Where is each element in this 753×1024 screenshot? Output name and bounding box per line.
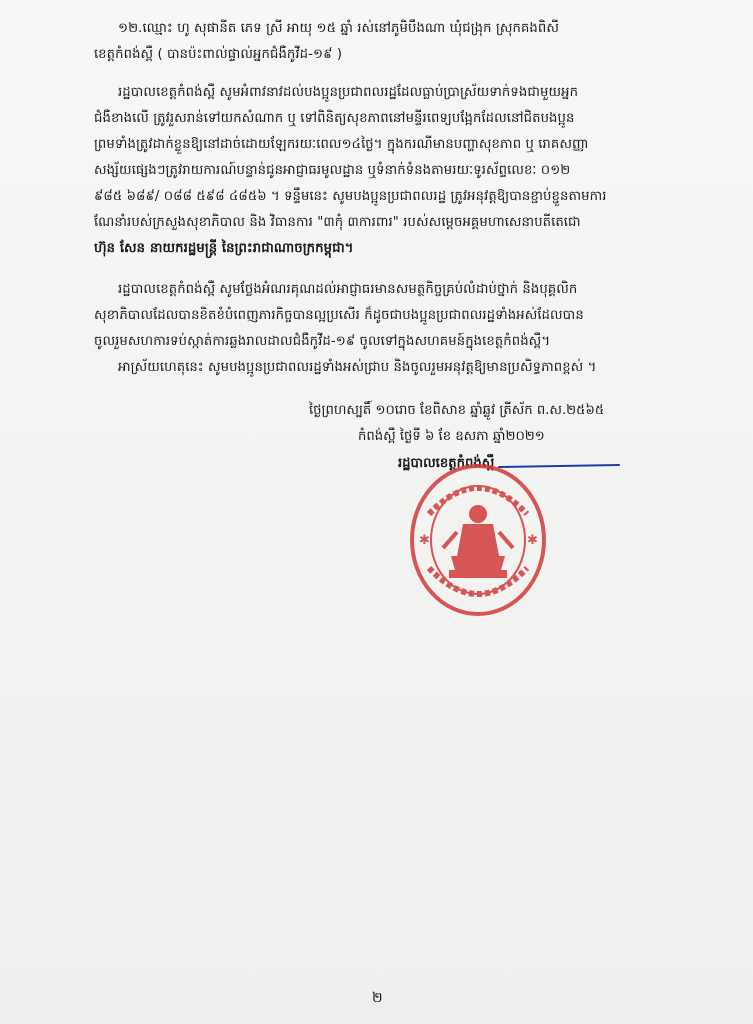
paragraph-2-line-6: ណែនាំរបស់ក្រសួងសុខាភិបាល និង វិធានការ "៣កុំ ៣ការពារ" របស់សម្តេចអគ្គមហាសេនាបតីតេជោ — [94, 215, 581, 230]
paragraph-3-line-1: រដ្ឋបាលខេត្តកំពង់ស្ពឺ សូមថ្លែងអំណរគុណដល់អាជ្ញាធរមានសមត្ថកិច្ចគ្រប់លំដាប់ថ្នាក់ និងបុគ្គលិក — [118, 282, 578, 297]
solar-date: កំពង់ស្ពឺ ថ្ងៃទី ៦ ខែ ឧសភា ឆ្នាំ២០២១ — [358, 429, 545, 444]
paragraph-1-line-2: ខេត្តកំពង់ស្ពឺ ( បានប៉ះពាល់ផ្ទាល់អ្នកជំងឺកូវីដ-១៩ ) — [94, 47, 343, 62]
paragraph-2-line-5: ៩៨៥ ៦៨៩/ ០៨៨ ៥៩៨ ៤៨៥៦ ។ ទន្ទឹមនេះ សូមបងប្អូនប្រជាពលរដ្ឋ ត្រូវអនុវត្តឱ្យបានខ្ជាប់ខ្ជួនតាមការ — [94, 189, 607, 204]
paragraph-3-line-2: សុខាភិបាលដែលបានខិតខំបំពេញភារកិច្ចបានល្អប្រសើរ ក៏ដូចជាបងប្អូនប្រជាពលរដ្ឋទាំងអស់ដែលបាន — [94, 308, 584, 323]
lunar-date: ថ្ងៃព្រហស្បតិ៍ ១០រោច ខែពិសាខ ឆ្នាំឆ្លូវ ត្រីស័ក ព.ស.២៥៦៥ — [309, 403, 605, 418]
page-number: ២ — [372, 990, 383, 1006]
paragraph-2-line-3: ព្រមទាំងត្រូវដាក់ខ្លួនឱ្យនៅដាច់ដោយឡែករយៈពេល១៤ថ្ងៃ។ ក្នុងករណីមានបញ្ហាសុខភាព ឬ រោគសញ្ញា — [94, 137, 589, 152]
paragraph-2-line-7: ហ៊ុន សែន នាយករដ្ឋមន្ត្រី នៃព្រះរាជាណាចក្រកម្ពុជា។ — [94, 241, 354, 256]
official-seal — [403, 452, 553, 622]
signatory-title: រដ្ឋបាលខេត្តកំពង់ស្ពឺ — [398, 456, 495, 471]
paragraph-4-line-1: អាស្រ័យហេតុនេះ សូមបងប្អូនប្រជាពលរដ្ឋទាំងអស់ជ្រាប និងចូលរួមអនុវត្តឱ្យមានប្រសិទ្ធភាពខ្ពស់ ។ — [118, 360, 597, 375]
svg-text:✱: ✱ — [419, 533, 430, 548]
svg-text:✱: ✱ — [527, 533, 538, 548]
paragraph-2-line-4: សង្ស័យផ្សេងៗត្រូវរាយការណ៍បន្ទាន់ជូនអាជ្ញាធរមូលដ្ឋាន ឬទំនាក់ទំនងតាមរយៈទូរស័ព្ទលេខៈ ០១២ — [94, 163, 571, 178]
paragraph-2-line-2: ជំងឺខាងលើ ត្រូវរួសរាន់ទៅយកសំណាក ឬ ទៅពិនិត្យសុខភាពនៅមន្ទីរពេទ្យបង្អែកដែលនៅជិតបងប្អូន — [94, 111, 575, 126]
paragraph-2-line-1: រដ្ឋបាលខេត្តកំពង់ស្ពឺ សូមអំពាវនាវដល់បងប្អូនប្រជាពលរដ្ឋដែលធ្លាប់ប្រាស្រ័យទាក់ទងជាមួយអ្នក — [118, 85, 579, 100]
paragraph-3-line-3: ចូលរួមសហការទប់ស្កាត់ការឆ្លងរាលដាលជំងឺកូវីដ-១៩ ចូលទៅក្នុងសហគមន៍ក្នុងខេត្តកំពង់ស្ពឺ។ — [94, 334, 551, 349]
paragraph-1-line-1: ១២.ឈ្មោះ ហូ សុផានីត ភេទ ស្រី អាយុ ១៥ ឆ្នាំ រស់នៅភូមិបឹងណា ឃុំជង្រុក ស្រុកគងពិសី — [118, 21, 560, 36]
